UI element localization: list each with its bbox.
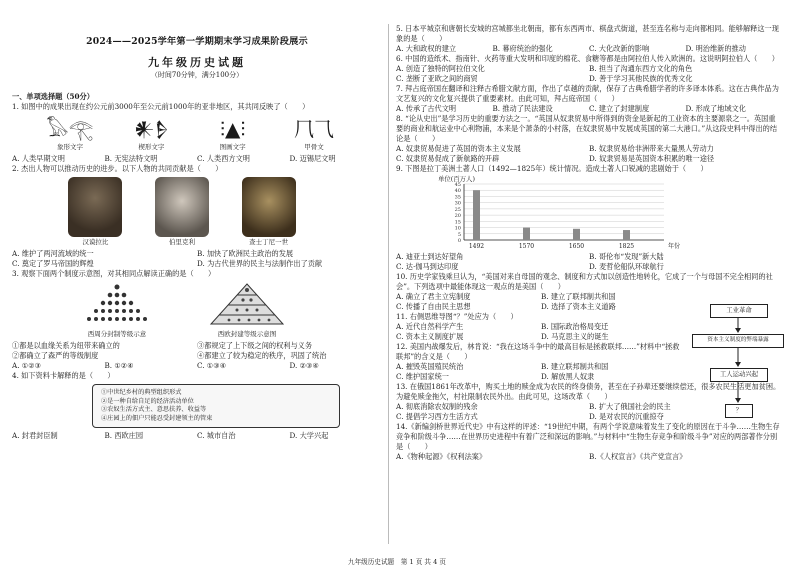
q4-options: [12, 431, 382, 441]
q5-options: [396, 44, 782, 54]
option-a[interactable]: A. 大和政权的建立: [396, 44, 457, 53]
portraits: [52, 177, 312, 247]
option-a[interactable]: A. 人类早期文明: [12, 154, 65, 163]
q7-options: [396, 104, 782, 114]
x-axis-label: 年份: [668, 243, 681, 250]
q2-options: [12, 249, 382, 269]
page-footer: 九年级历史试题 第 1 页 共 4 页: [348, 558, 446, 566]
bar: [573, 229, 580, 240]
script-item: 𓅃𓂀 象形文字: [42, 116, 98, 152]
page-title: 2024——2025学年第一学期期末学习成果阶段展示: [86, 36, 308, 47]
option-b[interactable]: B.《人权宣言》《共产党宣言》: [589, 452, 687, 461]
option-d[interactable]: D. 迈锡尼文明: [289, 154, 336, 163]
section-heading: 一、单项选择题（50分）: [12, 92, 94, 101]
option-d[interactable]: D. 善于学习其他民族的优秀文化: [589, 74, 693, 83]
question-5: 5. 日本平城京和唐朝长安城的宫城都坐北朝南，都有东西两市、棋盘式街道，甚至连名称与走向都相同。能够解释这一现象的是（ ）: [396, 24, 779, 43]
zhou-pyramid-icon: [77, 282, 157, 326]
pictograph-icon: ⫶▲⫶: [219, 117, 246, 141]
y-axis-label: 单位(百万人): [438, 175, 475, 183]
option-c[interactable]: C. 提倡学习西方生活方式: [396, 412, 478, 421]
script-images: [42, 116, 342, 152]
page-subtitle: 九年级历史试题: [148, 56, 246, 69]
option-c[interactable]: C. 奴隶贸易促成了新航路的开辟: [396, 154, 500, 163]
x-tick-label: 1492: [468, 243, 485, 250]
y-tick-label: 5: [457, 231, 461, 238]
q8-options: [396, 144, 782, 164]
q14-options: [396, 452, 782, 462]
option-c[interactable]: C. 维护国家统一: [396, 372, 449, 381]
option-c[interactable]: C. 资本主义制度扩展: [396, 332, 464, 341]
chart-container: [396, 174, 782, 252]
bar: [473, 190, 480, 240]
flow-box: 工人运动兴起: [710, 368, 768, 382]
population-chart: [436, 174, 696, 252]
option-d[interactable]: D. 马克思主义的诞生: [541, 332, 609, 341]
option-d[interactable]: D. 选择了资本主义道路: [541, 302, 616, 311]
option-c[interactable]: C. 大化改新的影响: [589, 44, 650, 53]
question-4: 4. 如下资料卡解释的是（ ）: [12, 371, 115, 380]
option-c[interactable]: C. 人类西方文明: [197, 154, 250, 163]
bar: [523, 228, 530, 240]
option-b[interactable]: B. 推动了民法建设: [492, 104, 553, 113]
y-tick-label: 25: [454, 206, 461, 213]
option-b[interactable]: B. 加快了欧洲民主政治的发展: [197, 249, 294, 258]
hieroglyph-icon: 𓅃𓂀: [46, 117, 94, 141]
x-tick-label: 1825: [618, 243, 635, 250]
flow-box: 工业革命: [710, 304, 768, 318]
option-b[interactable]: B. 无宪法特文明: [104, 154, 158, 163]
option-d[interactable]: D. 为古代世界的民主与法制作出了贡献: [197, 259, 323, 268]
script-item: ⺇⺄ 甲骨文: [286, 116, 342, 152]
option-c[interactable]: C. ①③④: [197, 361, 227, 370]
option-c[interactable]: C. 城市自治: [197, 431, 236, 441]
option-a[interactable]: A. 迪亚士到达好望角: [396, 252, 464, 261]
option-d[interactable]: D. 解放黑人奴隶: [541, 372, 595, 381]
question-3: 3. 观察下面两个制度示意图，对其相同点解读正确的是（ ）: [12, 269, 216, 278]
option-a[interactable]: A. 创造了独特的阿拉伯文化: [396, 64, 485, 73]
option-b[interactable]: B. 幕府统治的强化: [492, 44, 553, 53]
option-b[interactable]: B. 建立了联邦制共和国: [541, 292, 616, 301]
mind-map: [692, 304, 784, 444]
option-a[interactable]: A. 确立了君主立宪制度: [396, 292, 471, 301]
option-a[interactable]: A.《物种起源》《权利法案》: [396, 452, 487, 461]
option-b[interactable]: B. 西欧庄园: [104, 431, 144, 441]
q6-options: [396, 64, 782, 84]
question-13: 13. 在俄国1861年改革中，购买土地的赎金成为农民的终身债务，甚至在子孙辈还要继续偿还，很多农民生活更加贫困。为避免赎金拖欠，村社限制农民外出。由此可见，这场改革（ ）: [396, 382, 781, 401]
option-a[interactable]: A. ①②③: [12, 361, 42, 370]
feudal-pyramid-icon: [207, 282, 287, 326]
option-d[interactable]: D. 麦哲伦船队环球航行: [589, 262, 664, 271]
q3-points: ①都是以血缘关系为纽带来确立的 ③都规定了上下级之间的权利与义务 ②都确立了森严的等级制度 ④都建立了较为稳定的秩序，巩固了统治: [12, 341, 327, 360]
question-12: 12. 美国内战爆发后，林肯说：“我在这场斗争中的最高目标是拯救联邦……”材料中“拯救联邦”的含义是（ ）: [396, 342, 680, 361]
x-tick-label: 1650: [568, 243, 585, 250]
option-d[interactable]: D. 大学兴起: [289, 431, 329, 441]
question-8: 8. “论从史出”是学习历史的重要方法之一。“英国从奴隶贸易中所得到的资金是新起的工业资本的主要源泉之一。英国重要的商业和航运业中心利物浦，本来是个萧条的小村落，在奴隶贸易中发展成英国的第二大港口。”从这段史料中得出的结论是（ ）: [396, 114, 778, 143]
q1-options: [12, 154, 382, 164]
oracle-bone-icon: ⺇⺄: [293, 117, 334, 141]
question-14: 14.《新编剑桥世界近代史》中有这样的评述：“19世纪中期，有两个学说意味着发生了变化的原因在于斗争……生物生存竞争和阶级斗争……在世界历史进程中有着广泛和深远的影响。”与材料中“生物生存竞争和阶级斗争”对应的两部著作分别是（ ）: [396, 422, 780, 451]
question-7: 7. 拜占庭帝国在翻译和注释古希腊文献方面，作出了卓越的贡献，保存了古典希腊学者的许多译本体系。这在古典作品为文艺复兴的文化复兴提供了重要素材。由此可知，拜占庭帝国（ ）: [396, 84, 779, 103]
q10-options: [396, 292, 686, 312]
flow-box: 资本主义制度的弊端暴露: [692, 334, 784, 348]
y-tick-label: 10: [454, 225, 461, 232]
question-9: 9. 下图是拉丁美洲土著人口（1492—1825年）统计情况。造成土著人口锐减的悲剧始于（ ）: [396, 164, 708, 173]
question-6: 6. 中国的造纸术、指南针、火药等重大发明和印度的棉花、食糖等都是由阿拉伯人传入欧洲的。这说明阿拉伯人（ ）: [396, 54, 779, 63]
column-divider: [388, 24, 389, 544]
option-c[interactable]: C. 达·伽马到达印度: [396, 262, 459, 271]
option-d[interactable]: D. 奴隶贸易是英国资本积累的唯一途径: [589, 154, 715, 163]
y-tick-label: 0: [457, 238, 461, 244]
portrait-item: 汉谟拉比: [68, 177, 122, 247]
bar: [623, 230, 630, 240]
option-a[interactable]: A. 奴隶贸易促进了英国的资本主义发展: [396, 144, 521, 153]
question-2: 2. 杰出人物可以推动历史的进步。以下人物的共同贡献是（ ）: [12, 164, 223, 173]
flow-box-unknown: ？: [725, 404, 753, 418]
option-c[interactable]: C. 奠定了罗马帝国的辉煌: [12, 259, 94, 268]
q3-options: [12, 361, 382, 371]
option-b[interactable]: B. 建立联邦制共和国: [541, 362, 609, 371]
option-b[interactable]: B. 国际政治格局变迁: [541, 322, 609, 331]
pericles-image: [155, 177, 209, 237]
q12-options: [396, 362, 686, 382]
question-11: 11. 右侧思维导图“？”处应为（ ）: [396, 312, 518, 321]
option-a[interactable]: A. 近代自然科学产生: [396, 322, 464, 331]
script-item: 𒀭𒊩 楔形文字: [123, 116, 179, 152]
option-a[interactable]: A. 摧毁英国殖民统治: [396, 362, 464, 371]
x-tick-label: 1570: [518, 243, 535, 250]
y-tick-label: 15: [454, 219, 461, 226]
option-b[interactable]: B. ①②④: [104, 361, 134, 370]
option-b[interactable]: B. 奴隶贸易给非洲带来大量黑人劳动力: [589, 144, 714, 153]
option-b[interactable]: B. 扩大了俄国社会的民主: [589, 402, 671, 411]
option-d[interactable]: D. ②③④: [289, 361, 319, 370]
option-d[interactable]: D. 是对农民的沉重掠夺: [589, 412, 664, 421]
q11-options: [396, 322, 686, 342]
option-a[interactable]: A. 彻底消除农奴制的残余: [396, 402, 478, 411]
diagram-item: 西欧封建等级示意图: [207, 282, 287, 339]
option-c[interactable]: C. 垄断了亚欧之间的商贸: [396, 74, 478, 83]
y-tick-label: 40: [454, 188, 461, 195]
cuneiform-icon: 𒀭𒊩: [133, 117, 169, 141]
exam-meta: （时间70分钟，满分100分）: [150, 71, 244, 79]
hammurabi-image: [68, 177, 122, 237]
option-d[interactable]: D. 形成了地域文化: [685, 104, 746, 113]
hierarchy-diagrams: [52, 282, 312, 339]
option-a[interactable]: A. 传承了古代文明: [396, 104, 457, 113]
question-1: 1. 如图中的成果出现在约公元前3000年至公元前1000年的亚非地区，其共同反映了（ ）: [12, 102, 310, 111]
script-item: ⫶▲⫶ 图画文字: [205, 116, 261, 152]
option-a[interactable]: A. 封君封臣制: [12, 431, 58, 441]
option-d[interactable]: D. 明治维新的推动: [685, 44, 746, 53]
y-tick-label: 30: [454, 200, 461, 207]
portrait-item: 查士丁尼一世: [242, 177, 296, 247]
option-c[interactable]: C. 传播了自由民主思想: [396, 302, 471, 311]
y-tick-label: 35: [454, 194, 461, 201]
option-b[interactable]: B. 哥伦布“发现”新大陆: [589, 252, 664, 261]
justinian-image: [242, 177, 296, 237]
resource-card: ①中世纪乡村的典型组织形式 ②是一种自给自足的经济活动单位 ③农奴生活方式主、意思扶养、收益等 ④庄园上的佃户只能忍受封建领主的管束: [92, 384, 340, 428]
option-a[interactable]: A. 维护了两河流域的统一: [12, 249, 94, 258]
left-column: [12, 92, 382, 441]
option-b[interactable]: B. 担当了沟通东西方文化的角色: [589, 64, 693, 73]
diagram-item: 西周分封制等级示意: [77, 282, 157, 339]
question-10: 10. 历史学家钱乘旦认为，“美国对来自母国的观念、制度和方式加以创造性地转化，它成了一个与母国不完全相同的社会”。下列选项中最能体现这一观点的是美国（ ）: [396, 272, 773, 291]
option-c[interactable]: C. 建立了封建制度: [589, 104, 650, 113]
q9-options: [396, 252, 782, 272]
y-tick-label: 20: [454, 213, 461, 220]
y-tick-label: 45: [454, 182, 461, 188]
portrait-item: 伯里克利: [155, 177, 209, 247]
